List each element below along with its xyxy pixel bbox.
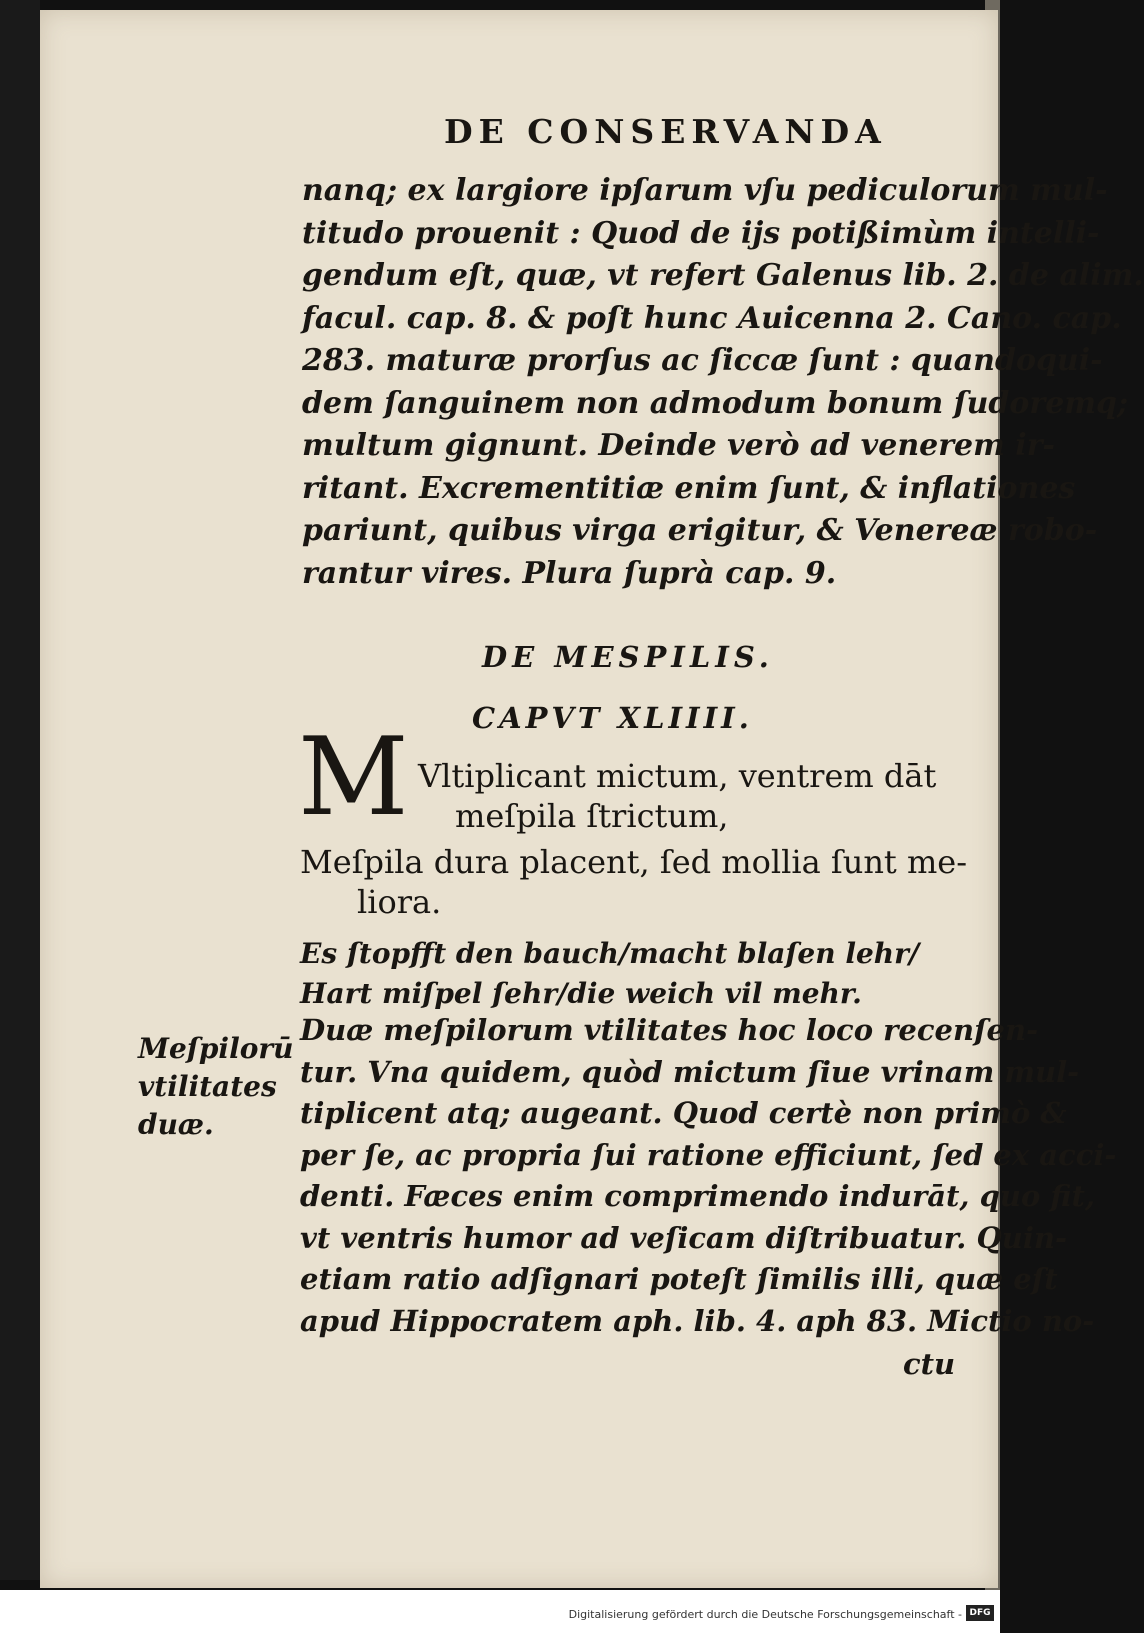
text-line: 283. maturæ prorſus ac ſiccæ ſunt : quandoqui- [302,343,1103,378]
german-line-1: Es ſtopfft den bauch/macht blaſen lehr/ [300,937,920,970]
text-line: vt ventris humor ad veſicam diſtribuatur. Quin- [300,1220,1067,1255]
paragraph-1 [302,170,1144,595]
text-line: pariunt, quibus virga erigitur, & Venereæ robo- [302,513,1098,548]
verse-line-3: Meſpila dura placent, ſed mollia ſunt me- [300,843,968,881]
german-line-2: Hart miſpel ſehr/die weich vil mehr. [300,977,862,1010]
margin-note-line: duæ. [138,1108,214,1141]
text-line: gendum eſt, quæ, vt refert Galenus lib. 2. de alim. [302,258,1144,293]
running-head: DE CONSERVANDA [444,112,887,151]
text-line: per ſe, ac propria ſui ratione efficiunt, ſed ex acci- [300,1137,1117,1172]
footer-credit: Digitalisierung gefördert durch die Deutsche Forschungsgemeinschaft - [568,1608,962,1621]
catchword: ctu [903,1347,956,1381]
footer-bar [0,1590,1000,1633]
verse-line-2: meſpila ſtrictum, [455,797,729,835]
text-line: denti. Fæces enim comprimendo indurāt, quo fit, [300,1179,1095,1213]
margin-note [138,1030,294,1144]
text-line: nanq; ex largiore ipſarum vſu pediculorum mul- [302,173,1108,208]
text-line: multum gignunt. Deinde verò ad venerem ir- [302,428,1055,463]
german-verse [300,934,919,1014]
text-line: etiam ratio adſignari poteſt ſimilis illi, quæ eſt [300,1262,1058,1296]
text-line: titudo prouenit : Quod de ijs potißimùm intelli- [302,215,1100,251]
chapter-number: CAPVT XLIIII. [472,701,753,735]
text-line: ritant. Excrementitiæ enim ſunt, & inflationes [302,470,1076,506]
drop-cap: M [298,715,409,840]
margin-note-line: vtilitates [138,1070,277,1103]
verse-line-4: liora. [357,883,442,921]
text-line: dem ſanguinem non admodum bonum ſudoremq; [302,385,1129,421]
text-line: tiplicent atq; augeant. Quod certè non primò & [300,1096,1067,1130]
margin-note-line: Meſpilorū [138,1032,294,1065]
text-line: tur. Vna quidem, quòd mictum ſiue vrinam mul- [300,1054,1080,1089]
book-gutter [0,0,40,1580]
text-line: Duæ meſpilorum vtilitates hoc loco recenſen- [300,1013,1039,1047]
text-line: facul. cap. 8. & poſt hunc Auicenna 2. Cano. cap. [302,300,1122,336]
text-line: apud Hippocratem aph. lib. 4. aph 83. Mictio no- [300,1303,1095,1338]
paragraph-2 [300,1010,1116,1342]
verse-line-1: Vltiplicant mictum, ventrem dāt [418,757,937,795]
chapter-heading: DE MESPILIS. [482,640,774,674]
dfg-logo: DFG [966,1605,994,1621]
text-line: rantur vires. Plura ſuprà cap. 9. [302,555,837,591]
